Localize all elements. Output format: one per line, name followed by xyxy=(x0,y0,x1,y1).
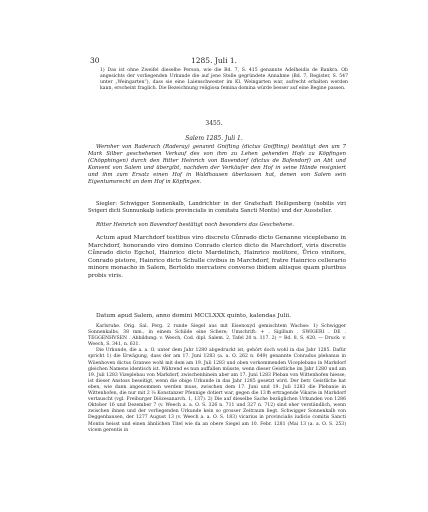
siegler-note: Siegler: Schwigger Sonnenkalb, Landrichter in der Grafschaft Heiligenberg (nobilis viri Svigeri dicti Sunnunkalp iudicis provincialis in comitatu Sancti Montis) und der Aussteller. xyxy=(88,201,346,215)
witness-note: Ritter Heinrich von Bavendorf bestätigt noch besonders das Geschehene. xyxy=(96,222,294,228)
page-header xyxy=(90,56,338,66)
commentary-section xyxy=(88,324,346,434)
document-dateline: Salem 1285. Juli 1. xyxy=(185,135,243,142)
footnote: 1) Das ist ohne Zweifel dieselbe Person, wie die Bd. 7, S. 415 genannte Adelheidis de Bankra. Ob angesichts der vorliegenden Urkunde die auf jene Stelle gegründete Annahme (Bd. 7, Register, S. 547 unter „Weingarten“), dass sie eine Laienschwester im Kl. Weingarten war, aufrecht erhalten werden kann, erscheint fraglich. Die Bezeichnung religiosa femina domina würde besser auf eine Begine passen. xyxy=(100,68,348,92)
document-number: 3455. xyxy=(205,120,223,127)
regest-summary: Wernher von Raderach (Raderay) genannt Gnifting (dictus Gniffting) bestätigt den um 7 Mark Silber geschehenen Verkauf des von ihm zu Lehen gehenden Hofs zu Köpfingen (Chöpphingen) durch den Ritter Heinrich von Bavendorf (dictus de Bafendorf) an Abt und Konvent von Salem und übergibt, nachdem der Verkäufer den Hof in seine Hände resigniert und ihm zum Ersatz einen Hof in Waldhausen überlassen hat, denen von Salem sein Eigentumsrecht an dem Hof in Köpfingen. xyxy=(88,144,346,186)
running-title: 1285. Juli 1. xyxy=(190,56,238,65)
charter-text: Actum apud Marchdorf testibus viro discreto Cůnrado dicto Genanne viceplebano in Marchdorf, honorando viro domino Conrado clerico dicto de Marchdorf, viris discretis Cůnrado dicto Egchol, Hainrico dicto Mardelinch, Hainrico molitore, Ůrico vinitore, Conrado pistore, Hainrico dicto Schulle civibus in Marchdorf, fratre Hainrico cellerario minore monacho in Salem, Bertoldo mercatore converso ibidem aliisque quam pluribus probis viris. xyxy=(88,235,346,279)
commentary-paragraph: Karlsruhe. Orig. Sal. Perg. 2 runde Siegel aus mit Eisenoxyd gemischtem Wachse: 1) Schwigger Sonnenkalbs, 38 mm., in einem Schilde eine Schere; Umschrift: + . Sigillum . SWIGERI . DE . TEGGENHVSEN . Abbildung: v. Weech, Cod. dipl. Salem. 2, Tafel 20 n. 117. 2) = Bd. 8, S. 420. — Druck: v. Weech, S. 341, n. 631. xyxy=(88,324,346,348)
commentary-paragraph: Die Urkunde, die a. a. O. unter dem Jahr 1280 abgedruckt ist, gehört doch wohl in das Jahr 1285. Dafür spricht 1) die Erwägung, dass der am 17. Juni 1283 (a. a. O. 262 n. 649) genannte Conradus plebanus in Wiienhoven dictus Granwe wohl mit dem am 19. Juli 1283 und oben vorkommenden Viceplebano in Markdorf gleichen Namens identisch ist. Während es nun auffallen müsste, wenn dieser Geistliche im Jahr 1280 und am 19. Juli 1283 Vizeplebau von Markdorf, zwischenhinein aber am 17. Juni 1283 Pleban von Wittenhofen hiesse, ist dieser Anstoss beseitigt, wenn die obige Urkunde in das Jahr 1285 gesetzt wird. Der betr. Geistliche hat eben, wie dann angenommen werden muss, zwischen dem 17. Juni und 19. Juli 1283 die Plebanie in Wittenhofen, die nur mit 2 ⅛ Konstanzer Pfennige dotiert war, gegen die 13 ℔ ertragende Vikarie in Markdorf vertauscht (vgl. Freiburger Diözesanarch. 1, 137). 2) Die auf dieselbe Sache bezüglichen Urkunden von 1286 Oktober 16 und Dezember 7 (v. Weech a. a. O. S. 326 n. 711 und 327 n. 712) sind eher verständlich, wenn zwischen ihnen und der vorliegenden Urkunde kein so grosser Zeitraum liegt. Schwigger Sonnenkalb von Deggenhausen, der 1277 August 13 (v. Weech a. a. O. S. 183) vicarius in provincialis iudicio comitis Sancti Montis heisst und einen ähnlichen Titel wie da an obere Siegel am 10. Febr. 1281 (Mai 13 (a. a. O. S. 253) vicem gerentis in xyxy=(88,348,346,433)
page-number: 30 xyxy=(90,56,100,65)
datum-line: Datum apud Salem, anno domini MCCLXXX quinto, kalendas Julii. xyxy=(96,313,291,319)
